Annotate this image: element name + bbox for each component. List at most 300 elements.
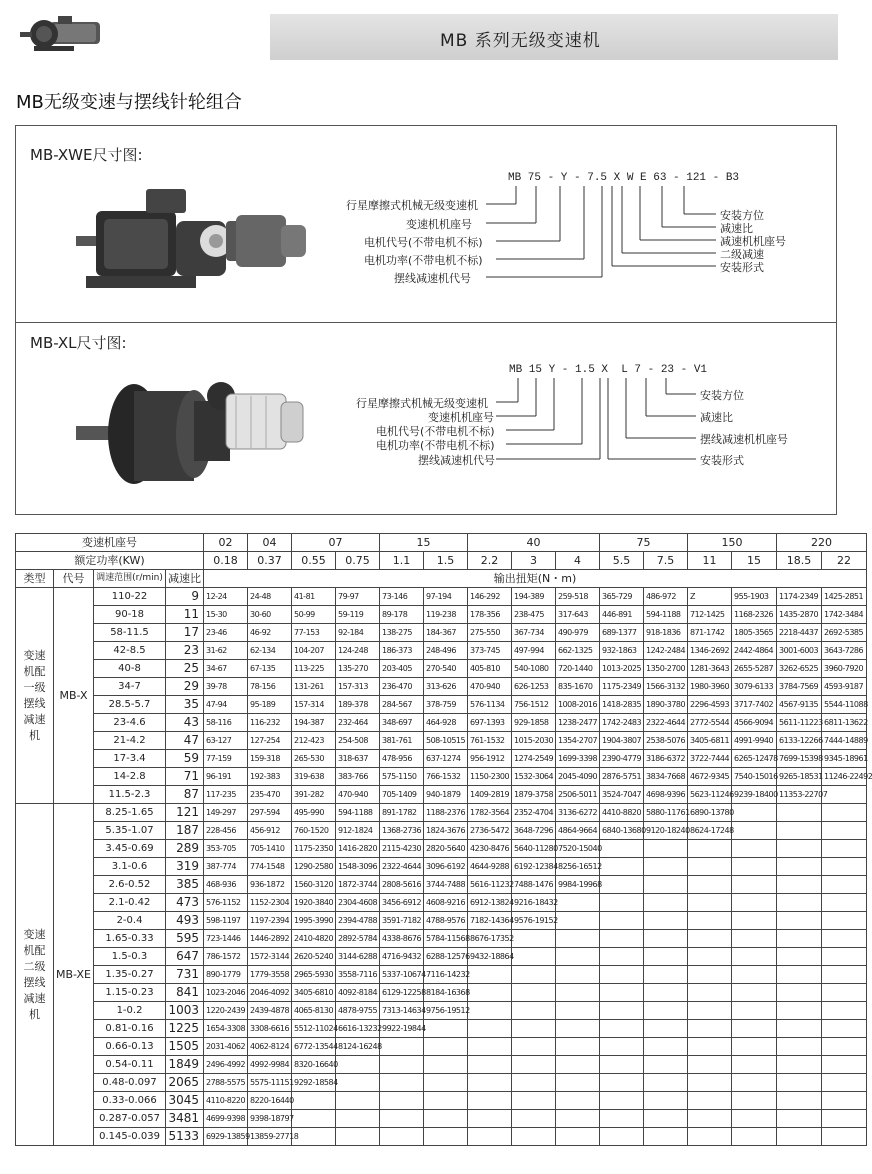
range-cell: 34-7 xyxy=(94,678,166,696)
torque-cell xyxy=(822,1128,867,1146)
torque-cell: 2296-4593 xyxy=(688,696,732,714)
torque-cell: 1220-2439 xyxy=(204,1002,248,1020)
torque-cell: 4062-8124 xyxy=(248,1038,292,1056)
torque-cell xyxy=(777,894,822,912)
torque-cell: 689-1377 xyxy=(600,624,644,642)
range-cell: 2.6-0.52 xyxy=(94,876,166,894)
frame-cell: 02 xyxy=(204,534,248,552)
torque-cell xyxy=(688,1092,732,1110)
torque-cell xyxy=(556,966,600,984)
torque-cell: 5611-11223 xyxy=(777,714,822,732)
torque-cell: 157-313 xyxy=(336,678,380,696)
torque-cell xyxy=(688,966,732,984)
table-row xyxy=(16,1002,867,1020)
torque-cell: 1168-2326 xyxy=(732,606,777,624)
torque-cell: 39-78 xyxy=(204,678,248,696)
torque-cell xyxy=(822,948,867,966)
ratio-cell: 647 xyxy=(166,948,204,966)
torque-cell: 594-1188 xyxy=(336,804,380,822)
range-cell: 2.1-0.42 xyxy=(94,894,166,912)
frame-header: 变速机座号 xyxy=(16,534,204,552)
torque-cell: 265-530 xyxy=(292,750,336,768)
torque-cell: 8676-17352 xyxy=(468,930,512,948)
torque-cell xyxy=(822,1038,867,1056)
range-cell: 0.54-0.11 xyxy=(94,1056,166,1074)
xwe-title: MB-XWE尺寸图: xyxy=(30,146,143,164)
torque-cell: 2692-5385 xyxy=(822,624,867,642)
torque-cell xyxy=(380,1074,424,1092)
ratio-cell: 35 xyxy=(166,696,204,714)
torque-cell xyxy=(512,1002,556,1020)
ratio-cell: 3045 xyxy=(166,1092,204,1110)
torque-cell: 78-156 xyxy=(248,678,292,696)
torque-cell xyxy=(644,948,688,966)
torque-cell: 1015-2030 xyxy=(512,732,556,750)
torque-cell xyxy=(644,966,688,984)
torque-cell xyxy=(424,1092,468,1110)
torque-cell: 1742-3484 xyxy=(822,606,867,624)
torque-cell: 4699-9398 xyxy=(204,1110,248,1128)
torque-cell xyxy=(600,1038,644,1056)
torque-cell: 4593-9187 xyxy=(822,678,867,696)
page-header xyxy=(0,0,850,68)
power-cell: 0.18 xyxy=(204,552,248,570)
torque-cell xyxy=(468,1128,512,1146)
torque-cell: 275-550 xyxy=(468,624,512,642)
range-cell: 58-11.5 xyxy=(94,624,166,642)
torque-cell xyxy=(688,894,732,912)
torque-cell xyxy=(732,1092,777,1110)
torque-cell: 192-383 xyxy=(248,768,292,786)
torque-cell: 1152-2304 xyxy=(248,894,292,912)
ratio-header: 减速比 xyxy=(166,570,204,588)
torque-cell: 138-275 xyxy=(380,624,424,642)
torque-cell: 464-928 xyxy=(424,714,468,732)
torque-cell xyxy=(424,1110,468,1128)
torque-cell xyxy=(822,930,867,948)
torque-cell: 705-1410 xyxy=(248,840,292,858)
torque-cell xyxy=(777,948,822,966)
torque-cell: 576-1134 xyxy=(468,696,512,714)
table-row xyxy=(16,1056,867,1074)
torque-cell xyxy=(822,966,867,984)
torque-cell xyxy=(556,912,600,930)
torque-cell: 637-1274 xyxy=(424,750,468,768)
torque-cell: 594-1188 xyxy=(644,606,688,624)
power-cell: 1.1 xyxy=(380,552,424,570)
torque-cell xyxy=(732,840,777,858)
table-row xyxy=(16,732,867,750)
torque-cell xyxy=(644,1074,688,1092)
torque-cell: 955-1903 xyxy=(732,588,777,606)
torque-cell: 1435-2870 xyxy=(777,606,822,624)
torque-cell xyxy=(600,840,644,858)
power-cell: 0.37 xyxy=(248,552,292,570)
torque-cell xyxy=(556,1092,600,1110)
torque-cell: 932-1863 xyxy=(600,642,644,660)
torque-cell xyxy=(512,1110,556,1128)
torque-cell: 598-1197 xyxy=(204,912,248,930)
torque-cell: 6929-13859 xyxy=(204,1128,248,1146)
torque-cell: 9216-18432 xyxy=(512,894,556,912)
torque-cell: 1548-3096 xyxy=(336,858,380,876)
ratio-cell: 187 xyxy=(166,822,204,840)
torque-cell: 2115-4230 xyxy=(380,840,424,858)
torque-cell xyxy=(512,1056,556,1074)
torque-cell xyxy=(822,1092,867,1110)
torque-cell: 3648-7296 xyxy=(512,822,556,840)
torque-cell xyxy=(777,1056,822,1074)
torque-cell: 2620-5240 xyxy=(292,948,336,966)
torque-cell xyxy=(777,1020,822,1038)
torque-cell: 235-470 xyxy=(248,786,292,804)
torque-cell: 2410-4820 xyxy=(292,930,336,948)
torque-cell: 468-936 xyxy=(204,876,248,894)
torque-cell: 319-638 xyxy=(292,768,336,786)
torque-cell xyxy=(600,912,644,930)
torque-cell: 2965-5930 xyxy=(292,966,336,984)
torque-cell xyxy=(556,1056,600,1074)
table-row xyxy=(16,1128,867,1146)
torque-cell: 3717-7402 xyxy=(732,696,777,714)
torque-cell xyxy=(512,1020,556,1038)
torque-cell: 929-1858 xyxy=(512,714,556,732)
xl-label-left-4: 摆线减速机代号 xyxy=(418,454,495,467)
torque-cell xyxy=(468,1110,512,1128)
range-cell: 14-2.8 xyxy=(94,768,166,786)
torque-cell xyxy=(380,1128,424,1146)
torque-cell: 67-135 xyxy=(248,660,292,678)
torque-cell xyxy=(468,1056,512,1074)
code-cell: MB-X xyxy=(54,588,94,804)
torque-cell: 6265-12478 xyxy=(732,750,777,768)
torque-cell xyxy=(600,966,644,984)
table-row xyxy=(16,750,867,768)
torque-cell xyxy=(688,1128,732,1146)
torque-cell: 8256-16512 xyxy=(556,858,600,876)
torque-cell: 34-67 xyxy=(204,660,248,678)
table-row xyxy=(16,1020,867,1038)
torque-cell xyxy=(644,876,688,894)
section-title: MB无级变速与摆线针轮组合 xyxy=(16,92,242,113)
torque-cell: 194-387 xyxy=(292,714,336,732)
torque-cell: 3186-6372 xyxy=(644,750,688,768)
ratio-cell: 17 xyxy=(166,624,204,642)
frame-cell: 15 xyxy=(380,534,468,552)
torque-cell: 6890-13780 xyxy=(688,804,732,822)
torque-cell: 7540-15016 xyxy=(732,768,777,786)
torque-cell: 446-891 xyxy=(600,606,644,624)
torque-cell: 5616-11232 xyxy=(468,876,512,894)
xl-label-left-1: 变速机机座号 xyxy=(428,411,494,424)
torque-cell: 378-759 xyxy=(424,696,468,714)
torque-cell: 761-1532 xyxy=(468,732,512,750)
torque-cell xyxy=(512,1092,556,1110)
torque-cell: 956-1912 xyxy=(468,750,512,768)
torque-cell: 2442-4864 xyxy=(732,642,777,660)
torque-cell: 92-184 xyxy=(336,624,380,642)
torque-cell: 63-127 xyxy=(204,732,248,750)
torque-cell xyxy=(777,840,822,858)
torque-cell: 77-159 xyxy=(204,750,248,768)
torque-cell: 4644-9288 xyxy=(468,858,512,876)
torque-cell xyxy=(688,858,732,876)
torque-cell xyxy=(732,894,777,912)
torque-cell xyxy=(556,894,600,912)
torque-cell xyxy=(336,1110,380,1128)
power-cell: 2.2 xyxy=(468,552,512,570)
torque-cell: 508-10515 xyxy=(424,732,468,750)
torque-cell xyxy=(468,966,512,984)
torque-cell xyxy=(380,1110,424,1128)
xl-label-right-1: 减速比 xyxy=(700,411,733,424)
torque-cell: 113-225 xyxy=(292,660,336,678)
table-row xyxy=(16,642,867,660)
torque-cell: 9756-19512 xyxy=(424,1002,468,1020)
xl-label-right-0: 安装方位 xyxy=(700,389,744,402)
torque-cell: 936-1872 xyxy=(248,876,292,894)
torque-cell: 3643-7286 xyxy=(822,642,867,660)
torque-cell: 890-1779 xyxy=(204,966,248,984)
torque-cell xyxy=(512,966,556,984)
torque-cell xyxy=(644,840,688,858)
torque-cell: 1150-2300 xyxy=(468,768,512,786)
torque-cell: 1238-2477 xyxy=(556,714,600,732)
torque-cell: 2892-5784 xyxy=(336,930,380,948)
torque-cell: 5640-11280 xyxy=(512,840,556,858)
torque-cell xyxy=(777,1128,822,1146)
torque-cell: 662-1325 xyxy=(556,642,600,660)
torque-cell: 248-496 xyxy=(424,642,468,660)
frame-row xyxy=(16,534,867,552)
torque-cell: 3558-7116 xyxy=(336,966,380,984)
torque-cell xyxy=(822,840,867,858)
torque-cell xyxy=(600,1128,644,1146)
torque-cell: 4698-9396 xyxy=(644,786,688,804)
torque-cell: 1572-3144 xyxy=(248,948,292,966)
power-cell: 0.55 xyxy=(292,552,336,570)
torque-cell: 381-761 xyxy=(380,732,424,750)
torque-cell xyxy=(822,1074,867,1092)
torque-cell xyxy=(688,930,732,948)
ratio-cell: 5133 xyxy=(166,1128,204,1146)
torque-cell: 203-405 xyxy=(380,660,424,678)
torque-cell: 1560-3120 xyxy=(292,876,336,894)
torque-cell xyxy=(292,1110,336,1128)
torque-cell: 254-508 xyxy=(336,732,380,750)
torque-cell xyxy=(822,804,867,822)
xwe-model-code: MB 75 - Y - 7.5 X W E 63 - 121 - B3 xyxy=(508,172,740,184)
torque-cell: 1290-2580 xyxy=(292,858,336,876)
torque-cell xyxy=(688,948,732,966)
torque-cell: 6133-12266 xyxy=(777,732,822,750)
model-code-panel xyxy=(15,125,837,515)
table-row xyxy=(16,660,867,678)
torque-cell: 3079-6133 xyxy=(732,678,777,696)
torque-cell xyxy=(600,930,644,948)
torque-cell xyxy=(512,1128,556,1146)
torque-cell xyxy=(732,912,777,930)
torque-cell: 2390-4779 xyxy=(600,750,644,768)
torque-cell: 2394-4788 xyxy=(336,912,380,930)
torque-cell: 50-99 xyxy=(292,606,336,624)
torque-cell xyxy=(822,894,867,912)
table-row xyxy=(16,876,867,894)
range-cell: 42-8.5 xyxy=(94,642,166,660)
torque-cell xyxy=(777,912,822,930)
torque-cell xyxy=(777,822,822,840)
torque-cell: 24-48 xyxy=(248,588,292,606)
torque-cell xyxy=(822,1056,867,1074)
torque-cell xyxy=(822,876,867,894)
power-cell: 18.5 xyxy=(777,552,822,570)
torque-cell: 1782-3564 xyxy=(468,804,512,822)
series-title: MB 系列无级变速机 xyxy=(440,31,601,51)
torque-spec-table xyxy=(15,533,872,1146)
xwe-label-left-4: 摆线减速机代号 xyxy=(394,272,471,285)
ratio-cell: 71 xyxy=(166,768,204,786)
torque-cell: 2788-5575 xyxy=(204,1074,248,1092)
torque-cell: 2439-4878 xyxy=(248,1002,292,1020)
torque-cell: 575-1150 xyxy=(380,768,424,786)
torque-cell xyxy=(556,984,600,1002)
torque-cell: 1409-2819 xyxy=(468,786,512,804)
torque-cell: 7520-15040 xyxy=(556,840,600,858)
torque-cell xyxy=(732,804,777,822)
xl-model-code: MB 15 Y - 1.5 X L 7 - 23 - V1 xyxy=(509,364,708,376)
xwe-label-left-3: 电机功率(不带电机不标) xyxy=(364,254,483,267)
torque-cell: 238-475 xyxy=(512,606,556,624)
ratio-cell: 29 xyxy=(166,678,204,696)
torque-cell: 6840-13680 xyxy=(600,822,644,840)
torque-cell: 8220-16440 xyxy=(248,1092,292,1110)
torque-cell: 23-46 xyxy=(204,624,248,642)
torque-cell xyxy=(468,1092,512,1110)
frame-cell: 75 xyxy=(600,534,688,552)
torque-cell xyxy=(822,1002,867,1020)
torque-cell: 774-1548 xyxy=(248,858,292,876)
torque-cell xyxy=(644,1002,688,1020)
code-cell: MB-XE xyxy=(54,804,94,1146)
torque-cell: 9120-18240 xyxy=(644,822,688,840)
xwe-label-right-2: 减速机机座号 xyxy=(720,235,786,248)
torque-cell xyxy=(600,894,644,912)
torque-cell xyxy=(644,1038,688,1056)
torque-cell xyxy=(732,1002,777,1020)
torque-cell xyxy=(556,1074,600,1092)
torque-cell xyxy=(600,1056,644,1074)
range-cell: 1.65-0.33 xyxy=(94,930,166,948)
torque-cell: 2322-4644 xyxy=(380,858,424,876)
torque-cell: 1920-3840 xyxy=(292,894,336,912)
table-row xyxy=(16,1074,867,1092)
torque-cell: 2304-4608 xyxy=(336,894,380,912)
torque-cell: 835-1670 xyxy=(556,678,600,696)
torque-cell: 135-270 xyxy=(336,660,380,678)
torque-cell: 720-1440 xyxy=(556,660,600,678)
xl-label-left-2: 电机代号(不带电机不标) xyxy=(376,425,495,438)
xwe-label-right-3: 二级减速 xyxy=(720,248,764,261)
torque-cell xyxy=(822,822,867,840)
torque-cell: 8320-16640 xyxy=(292,1056,336,1074)
range-cell: 1-0.2 xyxy=(94,1002,166,1020)
torque-cell xyxy=(688,1020,732,1038)
torque-cell: 13859-27718 xyxy=(248,1128,292,1146)
torque-cell xyxy=(292,1128,336,1146)
range-header: 调速范围(r/min) xyxy=(94,570,166,588)
torque-cell xyxy=(777,984,822,1002)
code-header: 代号 xyxy=(54,570,94,588)
motor-thumbnail-icon xyxy=(14,14,114,54)
torque-cell: 4065-8130 xyxy=(292,1002,336,1020)
torque-cell: 1890-3780 xyxy=(644,696,688,714)
type-cell: 变速机配二级摆线减速机 xyxy=(16,804,54,1146)
torque-cell: 2352-4704 xyxy=(512,804,556,822)
torque-cell: 3722-7444 xyxy=(688,750,732,768)
torque-cell: 9292-18584 xyxy=(292,1074,336,1092)
xwe-label-right-1: 减速比 xyxy=(720,222,753,235)
torque-cell: 2736-5472 xyxy=(468,822,512,840)
torque-cell: 3136-6272 xyxy=(556,804,600,822)
power-row xyxy=(16,552,867,570)
torque-cell: 4992-9984 xyxy=(248,1056,292,1074)
torque-cell: 5512-11024 xyxy=(292,1020,336,1038)
torque-cell: 7182-14364 xyxy=(468,912,512,930)
torque-cell xyxy=(732,966,777,984)
torque-cell: 6616-13232 xyxy=(336,1020,380,1038)
torque-cell xyxy=(556,1038,600,1056)
torque-cell: 7488-1476 xyxy=(512,876,556,894)
table-row xyxy=(16,606,867,624)
xwe-label-left-1: 变速机机座号 xyxy=(406,218,472,231)
torque-cell xyxy=(644,912,688,930)
table-row xyxy=(16,696,867,714)
torque-cell: 1175-2350 xyxy=(292,840,336,858)
torque-cell: 5880-11761 xyxy=(644,804,688,822)
torque-cell xyxy=(777,858,822,876)
ratio-cell: 493 xyxy=(166,912,204,930)
torque-cell: 1532-3064 xyxy=(512,768,556,786)
torque-cell: 3405-6811 xyxy=(688,732,732,750)
power-cell: 11 xyxy=(688,552,732,570)
torque-cell: 184-367 xyxy=(424,624,468,642)
torque-cell: 3524-7047 xyxy=(600,786,644,804)
torque-cell: 89-178 xyxy=(380,606,424,624)
ratio-cell: 121 xyxy=(166,804,204,822)
ratio-cell: 3481 xyxy=(166,1110,204,1128)
torque-cell: 697-1393 xyxy=(468,714,512,732)
torque-cell: 626-1253 xyxy=(512,678,556,696)
torque-cell xyxy=(600,984,644,1002)
torque-cell: 270-540 xyxy=(424,660,468,678)
torque-cell: 486-972 xyxy=(644,588,688,606)
torque-cell: 2045-4090 xyxy=(556,768,600,786)
torque-cell: 4230-8476 xyxy=(468,840,512,858)
torque-cell: 1779-3558 xyxy=(248,966,292,984)
torque-cell: 12-24 xyxy=(204,588,248,606)
torque-cell xyxy=(644,894,688,912)
torque-cell: 318-637 xyxy=(336,750,380,768)
power-cell: 0.75 xyxy=(336,552,380,570)
torque-cell: 5544-11088 xyxy=(822,696,867,714)
torque-cell: 4092-8184 xyxy=(336,984,380,1002)
range-cell: 110-22 xyxy=(94,588,166,606)
torque-cell: 391-282 xyxy=(292,786,336,804)
torque-cell: 11246-22492 xyxy=(822,768,867,786)
torque-cell: 4338-8676 xyxy=(380,930,424,948)
torque-cell: 576-1152 xyxy=(204,894,248,912)
frame-cell: 220 xyxy=(777,534,867,552)
